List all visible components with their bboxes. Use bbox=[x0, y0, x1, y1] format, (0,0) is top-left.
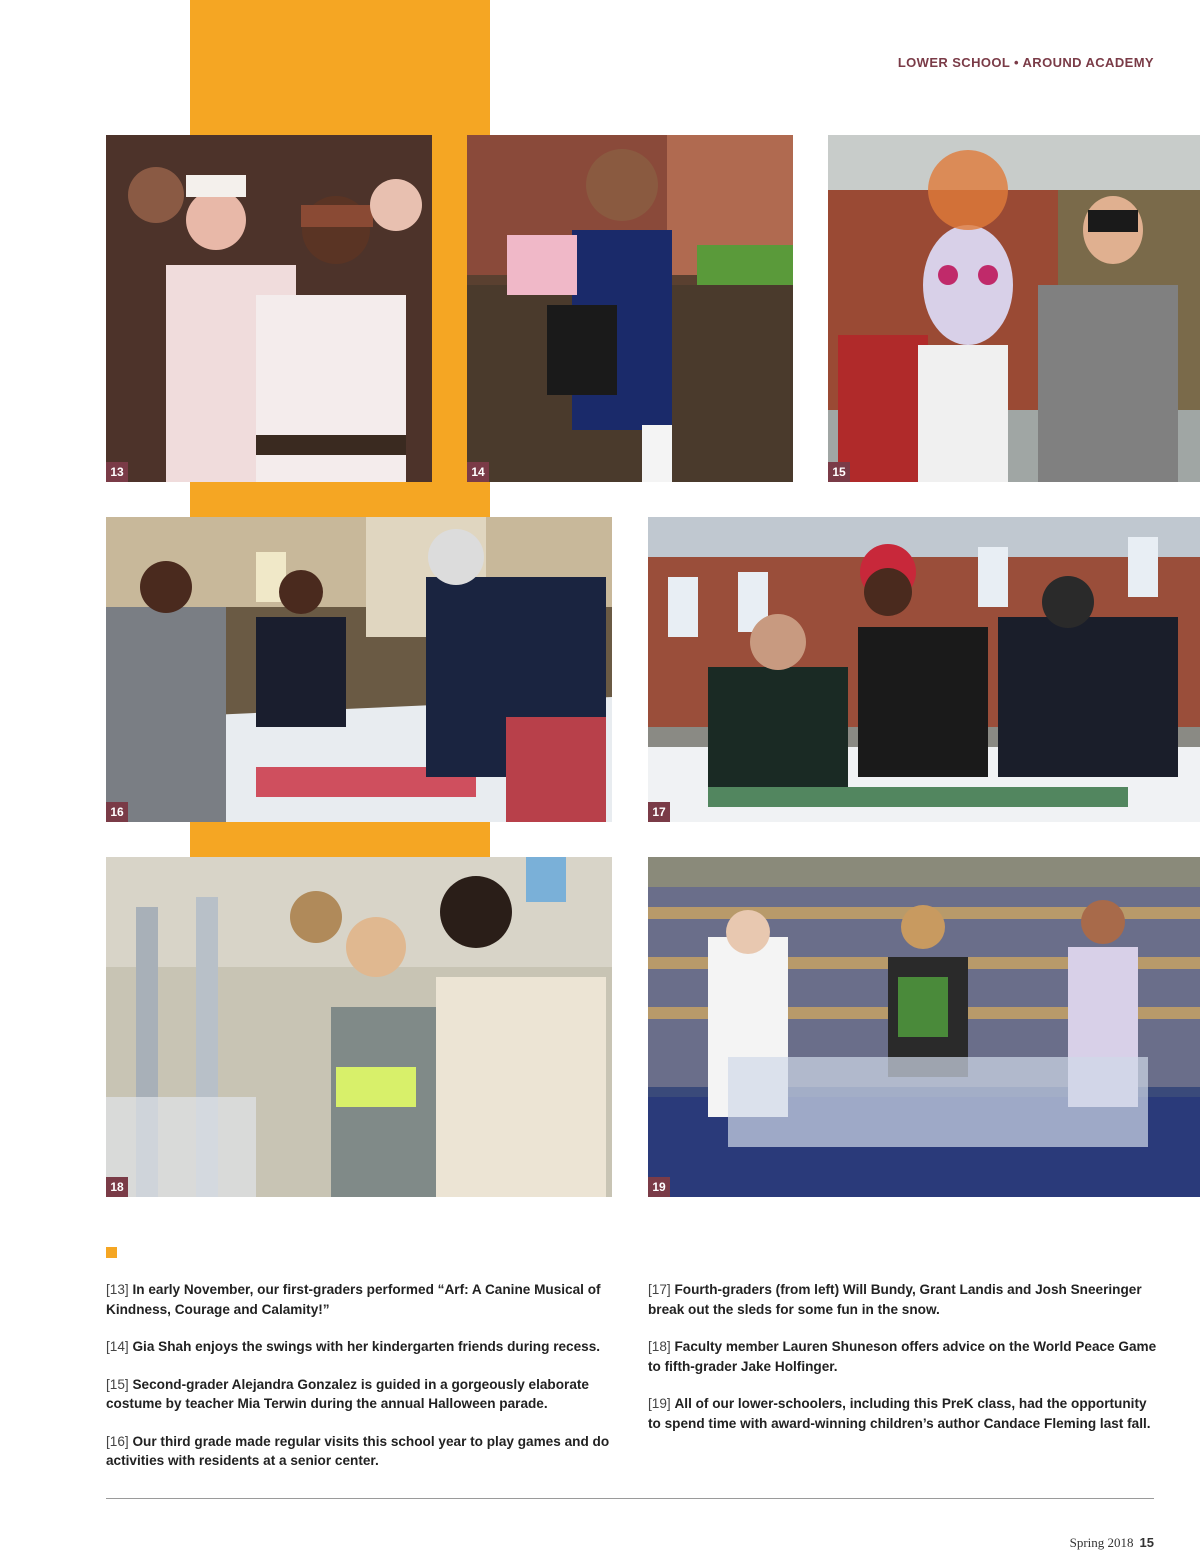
caption-17: [17] Fourth-graders (from left) Will Bundy, Grant Landis and Josh Sneeringer break out the sleds for some fun in the snow. bbox=[648, 1282, 1142, 1317]
footer-rule bbox=[106, 1498, 1154, 1499]
photo-number: 16 bbox=[106, 802, 128, 822]
issue-label: Spring 2018 bbox=[1069, 1535, 1134, 1550]
photo-17 bbox=[648, 517, 1200, 822]
orange-square-marker bbox=[106, 1247, 117, 1258]
photo-number: 17 bbox=[648, 802, 670, 822]
photo-number: 18 bbox=[106, 1177, 128, 1197]
photo-number: 14 bbox=[467, 462, 489, 482]
captions-left-column bbox=[106, 1280, 626, 1489]
photo-16 bbox=[106, 517, 612, 822]
photo-13 bbox=[106, 135, 432, 482]
photo-number: 15 bbox=[828, 462, 850, 482]
caption-15: [15] Second-grader Alejandra Gonzalez is guided in a gorgeously elaborate costume by teacher Mia Terwin during the annual Halloween parade. bbox=[106, 1376, 589, 1411]
photo-14 bbox=[467, 135, 793, 482]
captions-right-column bbox=[648, 1280, 1158, 1451]
caption-14: [14] Gia Shah enjoys the swings with her kindergarten friends during recess. bbox=[106, 1339, 601, 1354]
page-footer bbox=[1070, 1535, 1154, 1551]
photo-19 bbox=[648, 857, 1200, 1197]
caption-19: [19] All of our lower-schoolers, including this PreK class, had the opportunity to spend time with award-winning children’s author Candace Fleming last fall. bbox=[648, 1396, 1151, 1431]
caption-18: [18] Faculty member Lauren Shuneson offers advice on the World Peace Game to fifth-grader Jake Holfinger. bbox=[648, 1339, 1157, 1374]
photo-18 bbox=[106, 857, 612, 1197]
section-header: LOWER SCHOOL • AROUND ACADEMY bbox=[897, 55, 1154, 70]
photo-number: 19 bbox=[648, 1177, 670, 1197]
page-number: 15 bbox=[1139, 1535, 1154, 1550]
photo-15 bbox=[828, 135, 1200, 482]
caption-13: [13] In early November, our first-graders performed “Arf: A Canine Musical of Kindness, Courage and Calamity!” bbox=[106, 1282, 601, 1317]
caption-16: [16] Our third grade made regular visits this school year to play games and do activities with residents at a senior center. bbox=[106, 1433, 610, 1468]
photo-number: 13 bbox=[106, 462, 128, 482]
